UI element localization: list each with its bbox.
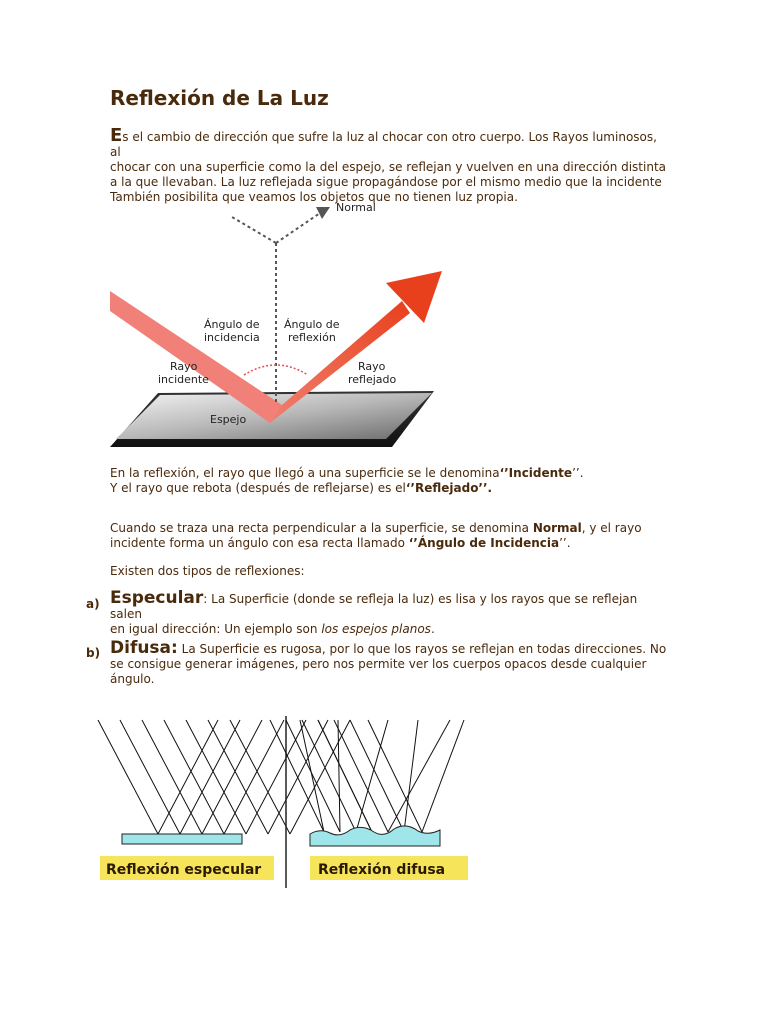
specular-line-1 (110, 588, 670, 622)
specular-reflected-ray (224, 720, 284, 834)
specular-marker: a) (86, 597, 100, 611)
normal-right-branch (276, 213, 320, 243)
specular-incident-ray (208, 720, 268, 834)
specular-paragraph (110, 588, 670, 637)
diffuse-line-3: ángulo. (110, 672, 155, 686)
diffuse-incident-ray (350, 720, 404, 832)
specular-incident-ray (186, 720, 246, 834)
specular-surface (122, 834, 242, 844)
para2-line-1 (110, 466, 670, 481)
reflected-ray-label-1: Rayo (358, 360, 386, 373)
diffuse-panel (270, 720, 468, 880)
diffuse-text-1: La Superficie es rugosa, por lo que los rayos se reflejan en todas direcciones. No (177, 642, 667, 656)
reflected-ray-label-2: reflejado (348, 373, 397, 386)
diffuse-rays (270, 720, 464, 832)
specular-incident-ray (120, 720, 180, 834)
normal-label: Normal (336, 201, 376, 214)
specular-incident-ray (164, 720, 224, 834)
specular-line-2 (110, 622, 670, 637)
term-especular: Especular (110, 588, 204, 608)
diffuse-reflected-ray (422, 720, 464, 832)
incident-ray-label-1: Rayo (170, 360, 198, 373)
para3-line-2-end: ’’. (559, 536, 571, 550)
specular-text-2: en igual dirección: Un ejemplo son (110, 622, 322, 636)
intro-paragraph (110, 125, 670, 205)
normal-left-branch (232, 217, 276, 243)
diffuse-line-1 (110, 638, 670, 658)
diffuse-incident-ray (368, 720, 422, 832)
para3-line-1-text: Cuando se traza una recta perpendicular a la superficie, se denomina (110, 521, 533, 535)
diffuse-paragraph (110, 638, 670, 687)
para2-line-2-text: Y el rayo que rebota (después de reflejarse) es el (110, 481, 406, 495)
specular-reflected-ray (290, 720, 350, 834)
diffuse-incident-ray (302, 720, 356, 832)
angle-incidence-label-1: Ángulo de (204, 318, 260, 331)
specular-reflected-ray (180, 720, 240, 834)
normal-paragraph (110, 521, 670, 551)
types-intro: Existen dos tipos de reflexiones: (110, 564, 305, 578)
incident-ray-label-2: incidente (158, 373, 209, 386)
para2-line-1-text: En la reflexión, el rayo que llegó a una superficie se le denomina (110, 466, 500, 480)
reflection-types-diagram (88, 712, 472, 890)
term-incidente: ‘’Incidente (499, 466, 573, 480)
diffuse-reflected-ray (404, 720, 418, 832)
term-difusa: Difusa: (110, 638, 178, 658)
intro-line-1 (110, 125, 670, 160)
specular-caption: Reflexión especular (106, 862, 262, 878)
angle-reflection-label-1: Ángulo de (284, 318, 340, 331)
diffuse-line-2: se consigue generar imágenes, pero nos permite ver los cuerpos opacos desde cualquier (110, 657, 647, 671)
reflection-diagram (110, 195, 442, 453)
term-normal: Normal (532, 521, 582, 535)
normal-arrowhead (316, 207, 330, 219)
specular-text-1: La Superficie (donde se refleja la luz) es lisa y los rayos que se reflejan salen (110, 592, 638, 621)
angle-incidence-label-2: incidencia (204, 331, 260, 344)
specular-incident-ray (98, 720, 158, 834)
intro-line-2: chocar con una superficie como la del espejo, se reflejan y vuelven en una dirección distinta (110, 160, 667, 174)
specular-example: los espejos planos (321, 622, 431, 636)
specular-text-end: . (430, 622, 435, 636)
term-angulo-incidencia: ‘’Ángulo de Incidencia (408, 536, 560, 550)
intro-line-4: También posibilita que veamos los objetos que no tienen luz propia. (110, 190, 518, 204)
specular-reflected-ray (202, 720, 262, 834)
intro-line-1-text: s el cambio de dirección que sufre la luz al chocar con otro cuerpo. Los Rayos luminosos, al (110, 130, 657, 159)
diffuse-marker: b) (86, 646, 101, 660)
diffuse-caption: Reflexión difusa (318, 862, 446, 878)
term-reflejado: ‘’Reflejado’’. (405, 481, 493, 495)
specular-incident-ray (142, 720, 202, 834)
para2-line-1-end: ’’. (572, 466, 584, 480)
angle-reflection-label-2: reflexión (288, 331, 336, 344)
para2-line-2 (110, 481, 670, 496)
para3-line-2 (110, 536, 670, 551)
intro-line-3: a la que llevaban. La luz reflejada sigue propagándose por el mismo medio que la incidente (110, 175, 662, 189)
diffuse-incident-ray (286, 720, 340, 832)
specular-colon: : (203, 592, 208, 606)
mirror-label: Espejo (210, 413, 247, 426)
para3-line-1 (110, 521, 670, 536)
drop-cap: E (110, 125, 123, 146)
specular-reflected-ray (158, 720, 218, 834)
page-title: Reflexión de La Luz (110, 86, 329, 110)
para3-line-2-text: incidente forma un ángulo con esa recta llamado (110, 536, 409, 550)
diffuse-reflected-ray (338, 720, 340, 832)
para3-line-1-end: , y el rayo (581, 521, 642, 535)
specular-incident-ray (230, 720, 290, 834)
diffuse-reflected-ray (388, 720, 450, 832)
diffuse-reflected-ray (318, 720, 372, 832)
incident-reflected-paragraph (110, 466, 670, 496)
